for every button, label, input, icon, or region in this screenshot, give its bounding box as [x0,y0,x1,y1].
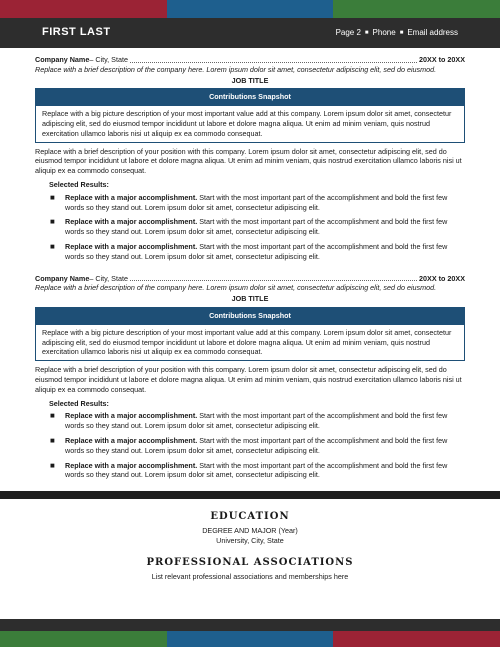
list-item [35,461,465,481]
accomplishment-text: Start with the most important part of the accomplishment and bold the first few words so they stand out. Lorem ipsum dolor sit amet, consectetur adipiscing elit. [65,411,448,431]
job-dates: 20XX to 20XX [419,273,465,283]
accomplishment-lead: Replace with a major accomplishment. [65,460,198,470]
selected-results-label: Selected Results: [49,398,109,408]
list-item [35,436,465,456]
bullet-icon: ■ [50,192,55,202]
list-item [35,193,465,213]
job-dates: 20XX to 20XX [419,55,465,64]
company-location: – City, State [89,55,128,64]
stripe-blue [167,0,334,18]
company-location: – City, State [89,273,128,283]
company-name: Company Name [35,273,90,283]
bullet-icon: ■ [50,435,55,445]
position-description: Replace with a brief description of your position with this company. Lorem ipsum dolor sit amet, consectetur adipiscing elit, sed do eiusmod tempor incididunt ut labore et dolore magna aliqua. Ut enim ad minim veniam, quis nostrud exercitation ullamco laboris nisi ut aliquip ex ea commodo consequat. [35,365,462,394]
company-description: Replace with a brief description of the company here. Lorem ipsum dolor sit amet, consectetur adipiscing elit, sed do eiusmod. [35,283,437,293]
education-heading: EDUCATION [210,511,290,522]
associations-heading: PROFESSIONAL ASSOCIATIONS [146,557,354,568]
company-line [35,274,465,284]
bullet-icon: ■ [50,411,55,421]
accomplishment-lead: Replace with a major accomplishment. [65,241,198,251]
dotted-leader [130,62,417,63]
snapshot-header: Contributions Snapshot [35,307,465,325]
results-list [35,193,465,262]
stripe-green [0,631,167,647]
results-list [35,411,465,480]
position-description: Replace with a brief description of your position with this company. Lorem ipsum dolor sit amet, consectetur adipiscing elit, sed do eiusmod tempor incididunt ut labore et dolore magna aliqua. Ut enim ad minim veniam, quis nostrud exercitation ullamco laboris nisi ut aliquip ex ea commodo consequat. [35,146,462,176]
accomplishment-text: Start with the most important part of the accomplishment and bold the first few words so they stand out. Lorem ipsum dolor sit amet, consectetur adipiscing elit. [65,192,448,212]
accomplishment-text: Start with the most important part of the accomplishment and bold the first few words so they stand out. Lorem ipsum dolor sit amet, consectetur adipiscing elit. [65,217,448,237]
company-name: Company Name [35,55,90,64]
email-text: Email address [407,28,458,37]
list-item [35,411,465,431]
stripe-blue [167,631,334,647]
accomplishment-lead: Replace with a major accomplishment. [65,435,198,445]
accomplishment-text: Start with the most important part of the accomplishment and bold the first few words so they stand out. Lorem ipsum dolor sit amet, consectetur adipiscing elit. [65,241,448,261]
accomplishment-lead: Replace with a major accomplishment. [65,411,198,421]
stripe-green [333,0,500,18]
square-bullet-icon: ■ [364,29,369,36]
degree-text: DEGREE AND MAJOR (Year) [202,526,298,535]
stripe-red [0,0,167,18]
page-number: Page 2 [335,28,361,37]
associations-section [0,557,500,582]
phone-text: Phone [372,28,396,37]
bullet-icon: ■ [50,217,55,227]
bullet-icon: ■ [50,460,55,470]
accomplishment-text: Start with the most important part of the accomplishment and bold the first few words so they stand out. Lorem ipsum dolor sit amet, consectetur adipiscing elit. [65,435,448,455]
snapshot-header: Contributions Snapshot [35,88,465,106]
job-entry [35,274,465,481]
job-entry [35,55,465,262]
school-text: University, City, State [216,536,284,545]
bullet-icon: ■ [50,241,55,251]
snapshot-text: Replace with a big picture description of your most important value add at this company. Lorem ipsum dolor sit amet, consectetur adipiscing elit, sed do eiusmod tempor incididunt ut labore et dolore magna aliqua. Ut enim ad minim veniam, quis nostrud exercitation ullamco laboris nisi ut aliquip ex ea commodo consequat. [35,325,465,361]
accomplishment-lead: Replace with a major accomplishment. [65,217,198,227]
list-item [35,242,465,262]
job-title: JOB TITLE [231,75,269,85]
selected-results-label: Selected Results: [49,179,109,189]
experience-section [35,55,465,487]
section-divider [0,491,500,499]
square-bullet-icon: ■ [399,29,404,36]
footer-bar [0,619,500,631]
stripe-red [333,631,500,647]
job-title: JOB TITLE [231,294,269,304]
education-section [0,511,500,546]
company-line [35,55,465,65]
bottom-color-stripe [0,631,500,647]
contact-info [336,28,458,37]
associations-text: List relevant professional associations and memberships here [151,572,349,581]
accomplishment-text: Start with the most important part of the accomplishment and bold the first few words so they stand out. Lorem ipsum dolor sit amet, consectetur adipiscing elit. [65,460,448,480]
list-item [35,217,465,237]
snapshot-text: Replace with a big picture description of your most important value add at this company. Lorem ipsum dolor sit amet, consectetur adipiscing elit, sed do eiusmod tempor incididunt ut labore et dolore magna aliqua. Ut enim ad minim veniam, quis nostrud exercitation ullamco laboris nisi ut aliquip ex ea commodo consequat. [35,106,465,142]
accomplishment-lead: Replace with a major accomplishment. [65,192,198,202]
top-color-stripe [0,0,500,18]
candidate-name: FIRST LAST [42,26,111,38]
dotted-leader [130,280,417,281]
company-description: Replace with a brief description of the company here. Lorem ipsum dolor sit amet, consectetur adipiscing elit, sed do eiusmod. [35,64,437,74]
page-header [0,18,500,48]
